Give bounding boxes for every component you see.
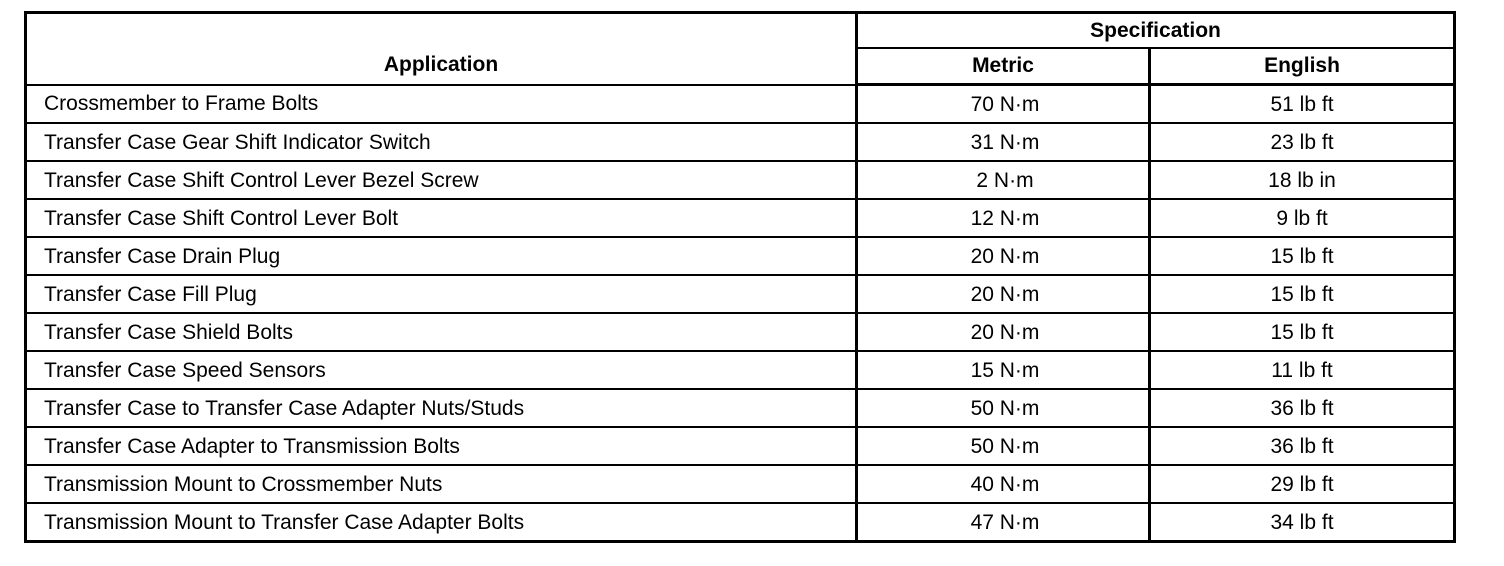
- header-metric: Metric: [857, 48, 1150, 85]
- metric-cell: 40 N·m: [857, 465, 1150, 503]
- application-cell: Transmission Mount to Crossmember Nuts: [26, 465, 857, 503]
- metric-cell: 47 N·m: [857, 503, 1150, 542]
- table-row: [26, 123, 1455, 161]
- table-row: [26, 237, 1455, 275]
- application-cell: Transfer Case Fill Plug: [26, 275, 857, 313]
- english-cell: 15 lb ft: [1150, 313, 1455, 351]
- english-cell: 18 lb in: [1150, 161, 1455, 199]
- metric-cell: 12 N·m: [857, 199, 1150, 237]
- english-cell: 15 lb ft: [1150, 275, 1455, 313]
- metric-cell: 2 N·m: [857, 161, 1150, 199]
- metric-cell: 20 N·m: [857, 313, 1150, 351]
- english-cell: 34 lb ft: [1150, 503, 1455, 542]
- application-cell: Transfer Case Adapter to Transmission Bolts: [26, 427, 857, 465]
- metric-cell: 20 N·m: [857, 275, 1150, 313]
- metric-cell: 50 N·m: [857, 427, 1150, 465]
- english-cell: 51 lb ft: [1150, 85, 1455, 124]
- application-cell: Transfer Case Drain Plug: [26, 237, 857, 275]
- english-cell: 23 lb ft: [1150, 123, 1455, 161]
- table-row: [26, 161, 1455, 199]
- metric-cell: 31 N·m: [857, 123, 1150, 161]
- application-cell: Transfer Case Shift Control Lever Bezel Screw: [26, 161, 857, 199]
- english-cell: 29 lb ft: [1150, 465, 1455, 503]
- header-row-top: [26, 13, 1455, 48]
- header-application: Application: [26, 13, 857, 85]
- metric-cell: 70 N·m: [857, 85, 1150, 124]
- application-cell: Crossmember to Frame Bolts: [26, 85, 857, 124]
- table-row: [26, 199, 1455, 237]
- application-cell: Transfer Case Gear Shift Indicator Switch: [26, 123, 857, 161]
- application-cell: Transfer Case Shift Control Lever Bolt: [26, 199, 857, 237]
- table-body: [26, 85, 1455, 542]
- table-row: [26, 389, 1455, 427]
- table-row: [26, 465, 1455, 503]
- english-cell: 36 lb ft: [1150, 389, 1455, 427]
- english-cell: 9 lb ft: [1150, 199, 1455, 237]
- torque-spec-table: [24, 11, 1456, 543]
- header-specification: Specification: [857, 13, 1455, 48]
- metric-cell: 50 N·m: [857, 389, 1150, 427]
- application-cell: Transfer Case Shield Bolts: [26, 313, 857, 351]
- table-row: [26, 85, 1455, 124]
- english-cell: 36 lb ft: [1150, 427, 1455, 465]
- table-row: [26, 351, 1455, 389]
- metric-cell: 20 N·m: [857, 237, 1150, 275]
- table-row: [26, 503, 1455, 542]
- table-header: [26, 13, 1455, 85]
- application-cell: Transfer Case to Transfer Case Adapter Nuts/Studs: [26, 389, 857, 427]
- english-cell: 15 lb ft: [1150, 237, 1455, 275]
- header-english: English: [1150, 48, 1455, 85]
- application-cell: Transfer Case Speed Sensors: [26, 351, 857, 389]
- table-row: [26, 313, 1455, 351]
- table-row: [26, 275, 1455, 313]
- english-cell: 11 lb ft: [1150, 351, 1455, 389]
- table-row: [26, 427, 1455, 465]
- application-cell: Transmission Mount to Transfer Case Adapter Bolts: [26, 503, 857, 542]
- metric-cell: 15 N·m: [857, 351, 1150, 389]
